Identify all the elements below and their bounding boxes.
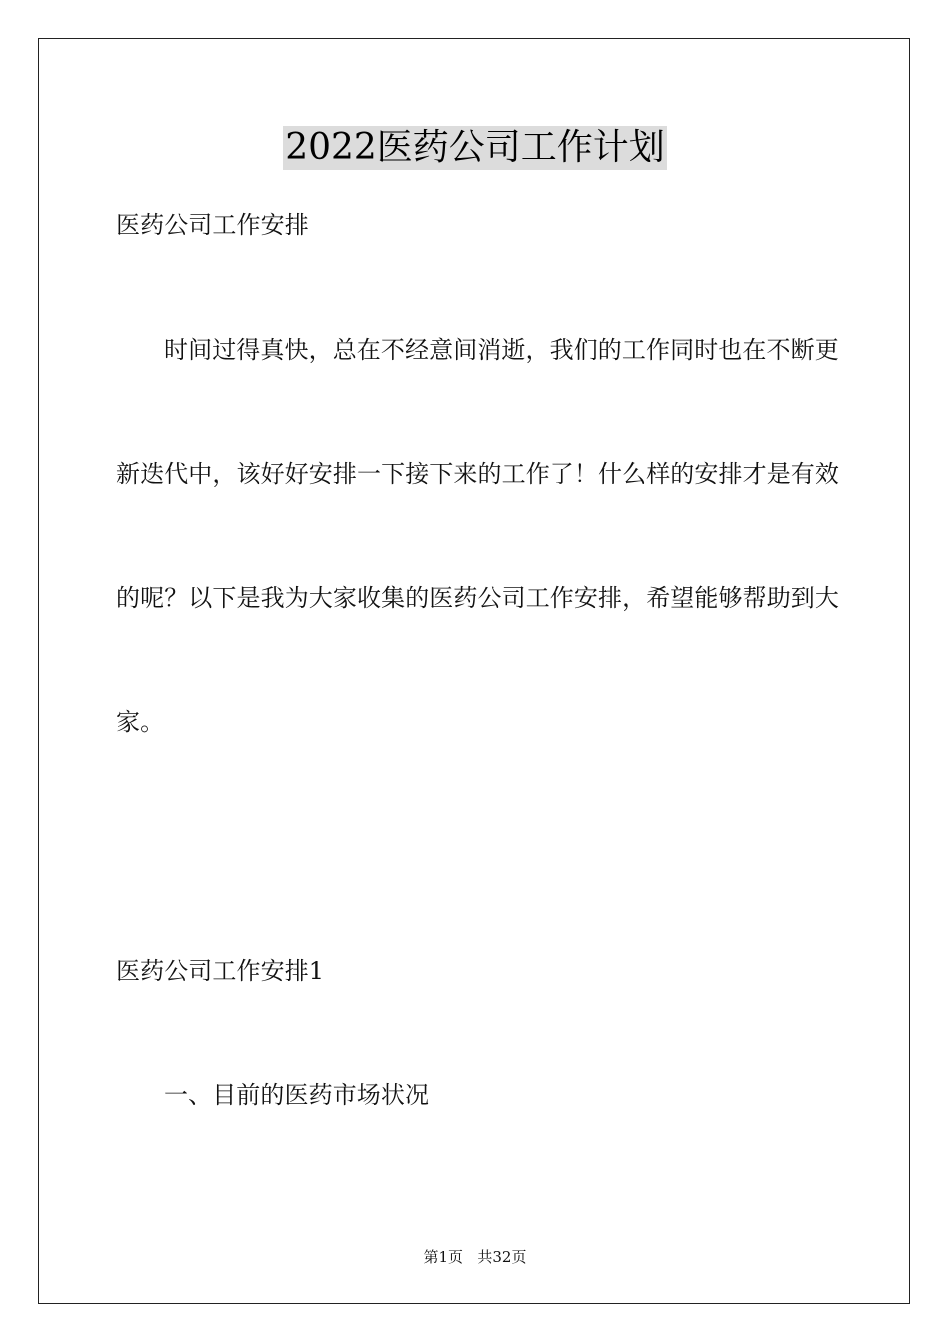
footer-page-total: 共32页 (477, 1248, 527, 1266)
subsection-heading: 一、目前的医药市场状况 (164, 1081, 430, 1109)
intro-line-1: 时间过得真快，总在不经意间消逝，我们的工作同时也在不断更 (164, 336, 839, 364)
title-wrap (0, 126, 950, 170)
intro-line-4: 家。 (116, 708, 165, 736)
page-footer (0, 1247, 950, 1267)
section-heading: 医药公司工作安排1 (116, 957, 325, 985)
document-subtitle: 医药公司工作安排 (116, 211, 309, 239)
intro-line-3: 的呢？以下是我为大家收集的医药公司工作安排，希望能够帮助到大 (116, 584, 839, 612)
footer-page-number: 第1页 (423, 1248, 464, 1266)
document-title: 2022医药公司工作计划 (285, 127, 665, 168)
intro-line-2: 新迭代中，该好好安排一下接下来的工作了！什么样的安排才是有效 (116, 460, 839, 488)
